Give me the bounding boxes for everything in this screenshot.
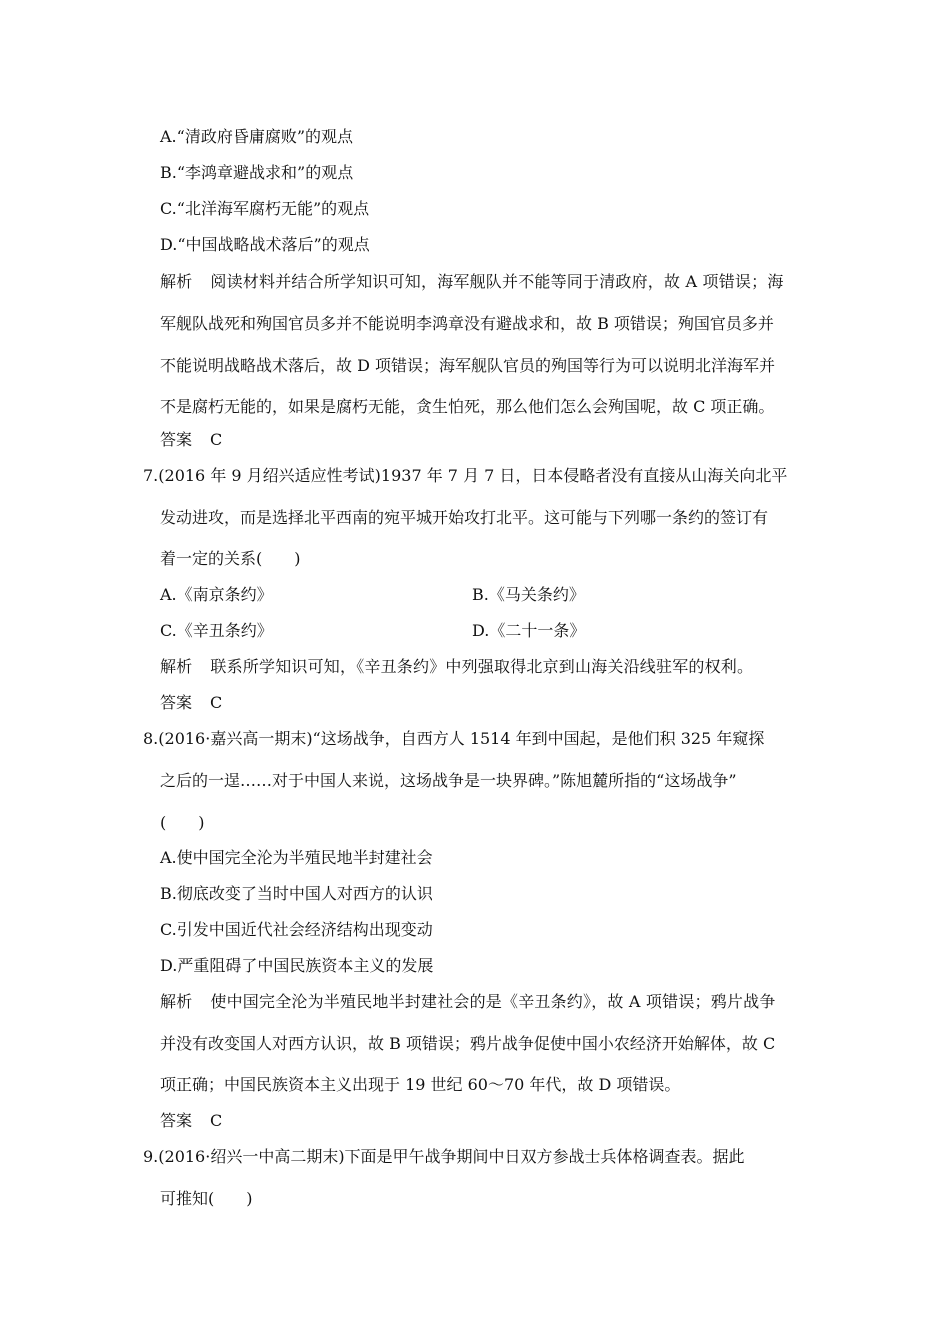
q8-answer-label: 答案 xyxy=(160,1111,193,1130)
q8-answer-value: C xyxy=(210,1111,223,1130)
q8-stem-line-3: ( ) xyxy=(160,813,205,832)
q8-option-c: C.引发中国近代社会经济结构出现变动 xyxy=(160,920,433,939)
q7-analysis xyxy=(160,657,810,677)
q6-option-a: A.“清政府昏庸腐败”的观点 xyxy=(160,127,354,146)
q8-option-a: A.使中国完全沦为半殖民地半封建社会 xyxy=(160,848,433,867)
q7-stem-line-3: 着一定的关系( ) xyxy=(160,549,301,568)
q7-stem-line-2: 发动进攻，而是选择北平西南的宛平城开始攻打北平。这可能与下列哪一条约的签订有 xyxy=(160,508,769,527)
q8-option-b: B.彻底改变了当时中国人对西方的认识 xyxy=(160,884,433,903)
q6-answer-label: 答案 xyxy=(160,430,193,449)
q7-option-c: C.《辛丑条约》 xyxy=(160,621,273,640)
q7-stem-line-1: 7.(2016 年 9 月绍兴适应性考试)1937 年 7 月 7 日，日本侵略者没有直接从山海关向北平 xyxy=(143,466,788,485)
q9-stem-line-1: 9.(2016·绍兴一中高二期末)下面是甲午战争期间中日双方参战士兵体格调查表。据此 xyxy=(143,1147,745,1166)
q8-stem-line-2: 之后的一逞……对于中国人来说，这场战争是一块界碑。”陈旭麓所指的“这场战争” xyxy=(160,771,737,790)
q8-stem-line-1: 8.(2016·嘉兴高一期末)“这场战争，自西方人 1514 年到中国起，是他们积 325 年窥探 xyxy=(143,729,765,748)
q6-analysis-label: 解析 xyxy=(160,272,193,291)
q6-answer-value: C xyxy=(210,430,223,449)
q8-option-d: D.严重阻碍了中国民族资本主义的发展 xyxy=(160,956,434,975)
q6-answer xyxy=(160,430,222,450)
q8-analysis-line-1 xyxy=(160,992,810,1012)
q8-analysis-label: 解析 xyxy=(160,992,193,1011)
q6-option-d: D.“中国战略战术落后”的观点 xyxy=(160,235,370,254)
q7-answer-value: C xyxy=(210,693,223,712)
q7-option-a: A.《南京条约》 xyxy=(160,585,273,604)
q7-answer-label: 答案 xyxy=(160,693,193,712)
q7-answer xyxy=(160,693,222,713)
q6-analysis-line-1 xyxy=(160,272,810,292)
q9-stem-line-2: 可推知( ) xyxy=(160,1189,253,1208)
q8-analysis-line-3: 项正确；中国民族资本主义出现于 19 世纪 60～70 年代，故 D 项错误。 xyxy=(160,1075,681,1094)
q7-option-d: D.《二十一条》 xyxy=(472,621,586,640)
q6-analysis-line-3: 不能说明战略战术落后，故 D 项错误；海军舰队官员的殉国等行为可以说明北洋海军并 xyxy=(160,356,776,375)
q6-analysis-line-4: 不是腐朽无能的，如果是腐朽无能，贪生怕死，那么他们怎么会殉国呢，故 C 项正确。 xyxy=(160,397,775,416)
q6-option-b: B.“李鸿章避战求和”的观点 xyxy=(160,163,354,182)
q6-option-c: C.“北洋海军腐朽无能”的观点 xyxy=(160,199,370,218)
q7-option-b: B.《马关条约》 xyxy=(472,585,585,604)
q8-analysis-text-1: 使中国完全沦为半殖民地半封建社会的是《辛丑条约》，故 A 项错误；鸦片战争 xyxy=(210,992,776,1011)
q7-analysis-text: 联系所学知识可知，《辛丑条约》中列强取得北京到山海关沿线驻军的权利。 xyxy=(210,657,754,676)
q8-analysis-line-2: 并没有改变国人对西方认识，故 B 项错误；鸦片战争促使中国小农经济开始解体，故 C xyxy=(160,1034,776,1053)
q8-answer xyxy=(160,1111,222,1131)
q6-analysis-line-2: 军舰队战死和殉国官员多并不能说明李鸿章没有避战求和，故 B 项错误；殉国官员多并 xyxy=(160,314,774,333)
q6-analysis-text-1: 阅读材料并结合所学知识可知，海军舰队并不能等同于清政府，故 A 项错误；海 xyxy=(210,272,784,291)
q7-analysis-label: 解析 xyxy=(160,657,193,676)
